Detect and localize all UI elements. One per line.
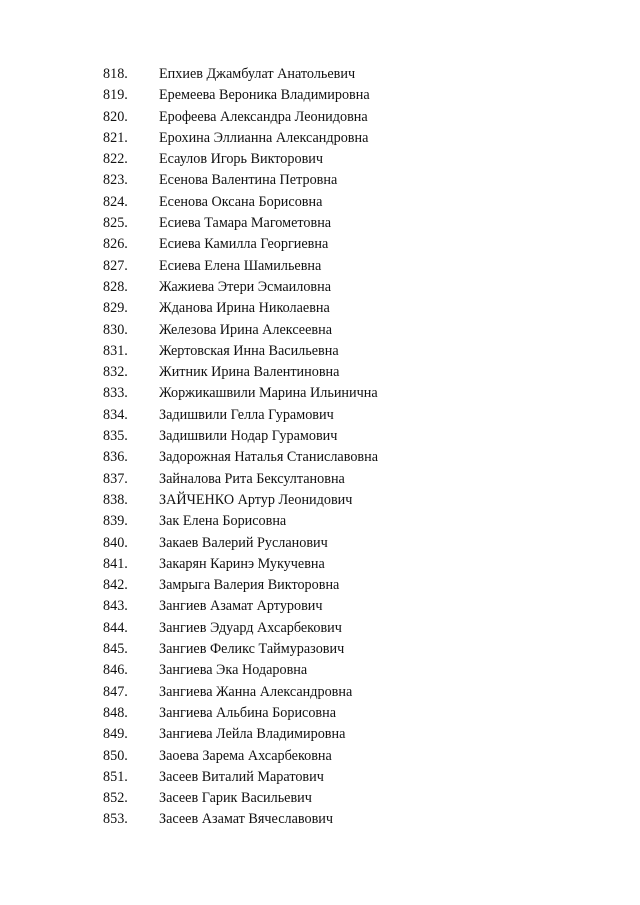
list-item [0, 149, 640, 170]
entry-number: 838. [103, 491, 128, 508]
entry-number: 848. [103, 704, 128, 721]
list-item [0, 426, 640, 447]
entry-name: Засеев Виталий Маратович [159, 768, 324, 785]
list-item [0, 490, 640, 511]
list-item [0, 767, 640, 788]
entry-number: 819. [103, 87, 128, 104]
entry-number: 820. [103, 108, 128, 125]
entry-name: Зак Елена Борисовна [159, 513, 287, 530]
entry-number: 827. [103, 257, 128, 274]
entry-name: Задишвили Нодар Гурамович [159, 428, 338, 445]
list-item [0, 107, 640, 128]
entry-number: 842. [103, 577, 128, 594]
entry-name: Жоржикашвили Марина Ильинична [159, 385, 378, 402]
entry-number: 829. [103, 300, 128, 317]
entry-name: Зангиева Эка Нодаровна [159, 662, 308, 679]
list-item [0, 383, 640, 404]
list-item [0, 213, 640, 234]
entry-number: 834. [103, 406, 128, 423]
entry-number: 837. [103, 470, 128, 487]
list-item [0, 618, 640, 639]
entry-number: 845. [103, 641, 128, 658]
entry-name: Железова Ирина Алексеевна [159, 321, 332, 338]
entry-name: Замрыга Валерия Викторовна [159, 577, 340, 594]
entry-number: 821. [103, 129, 128, 146]
list-item [0, 341, 640, 362]
list-item [0, 277, 640, 298]
entry-number: 853. [103, 811, 128, 828]
entry-number: 846. [103, 662, 128, 679]
entry-name: Закарян Каринэ Мукучевна [159, 555, 325, 572]
entry-name: Житник Ирина Валентиновна [159, 364, 340, 381]
entry-name: Зангиев Азамат Артурович [159, 598, 323, 615]
list-item [0, 192, 640, 213]
entry-name: Епхиев Джамбулат Анатольевич [159, 66, 356, 82]
list-item [0, 809, 640, 830]
entry-name: Еремеева Вероника Владимировна [159, 87, 370, 104]
list-item [0, 298, 640, 319]
entry-name: Жертовская Инна Васильевна [159, 342, 339, 359]
list-item [0, 362, 640, 383]
entry-name: Заоева Зарема Ахсарбековна [159, 747, 332, 764]
entry-name: Есенова Валентина Петровна [159, 172, 338, 189]
entry-name: Есаулов Игорь Викторович [159, 151, 323, 168]
entry-name: Задишвили Гелла Гурамович [159, 406, 334, 423]
entry-name: Зайналова Рита Бексултановна [159, 470, 345, 487]
entry-name: Жажиева Этери Эсмаиловна [159, 278, 331, 295]
list-item [0, 64, 640, 85]
entry-name: Зангиев Эдуард Ахсарбекович [159, 619, 342, 636]
list-item [0, 682, 640, 703]
list-item [0, 405, 640, 426]
entry-number: 836. [103, 449, 128, 466]
list-item [0, 724, 640, 745]
list-item [0, 596, 640, 617]
entry-number: 841. [103, 555, 128, 572]
entry-name: Есиева Тамара Магометовна [159, 215, 332, 232]
entry-name: Есиева Елена Шамильевна [159, 257, 322, 274]
entry-number: 824. [103, 193, 128, 210]
list-item [0, 554, 640, 575]
list-item [0, 234, 640, 255]
list-item [0, 575, 640, 596]
entry-name: Ерохина Эллианна Александровна [159, 129, 369, 146]
entry-number: 833. [103, 385, 128, 402]
list-item [0, 469, 640, 490]
entry-number: 843. [103, 598, 128, 615]
list-item [0, 170, 640, 191]
entry-number: 828. [103, 278, 128, 295]
list-item [0, 128, 640, 149]
entry-name: Закаев Валерий Русланович [159, 534, 328, 551]
entry-number: 850. [103, 747, 128, 764]
entry-name: Есенова Оксана Борисовна [159, 193, 323, 210]
entry-number: 823. [103, 172, 128, 189]
entry-number: 849. [103, 726, 128, 743]
entry-number: 851. [103, 768, 128, 785]
list-item [0, 511, 640, 532]
list-item [0, 533, 640, 554]
list-item [0, 447, 640, 468]
entry-name: Задорожная Наталья Станиславовна [159, 449, 378, 466]
list-item [0, 85, 640, 106]
list-item [0, 703, 640, 724]
list-item [0, 746, 640, 767]
list-item [0, 639, 640, 660]
entry-number: 847. [103, 683, 128, 700]
entry-number: 818. [103, 66, 128, 82]
entry-number: 826. [103, 236, 128, 253]
entry-number: 830. [103, 321, 128, 338]
entry-name: Засеев Азамат Вячеславович [159, 811, 333, 828]
entry-number: 825. [103, 215, 128, 232]
entry-name: ЗАЙЧЕНКО Артур Леонидович [159, 491, 353, 508]
entry-number: 831. [103, 342, 128, 359]
entry-number: 822. [103, 151, 128, 168]
list-item [0, 320, 640, 341]
entry-name: Засеев Гарик Васильевич [159, 790, 312, 807]
entry-number: 852. [103, 790, 128, 807]
list-item [0, 256, 640, 277]
name-list [0, 64, 640, 831]
entry-number: 832. [103, 364, 128, 381]
entry-name: Зангиев Феликс Таймуразович [159, 641, 345, 658]
entry-name: Жданова Ирина Николаевна [159, 300, 330, 317]
list-item [0, 660, 640, 681]
list-item [0, 788, 640, 809]
entry-number: 839. [103, 513, 128, 530]
entry-number: 840. [103, 534, 128, 551]
entry-name: Зангиева Жанна Александровна [159, 683, 353, 700]
entry-name: Зангиева Лейла Владимировна [159, 726, 346, 743]
entry-name: Ерофеева Александра Леонидовна [159, 108, 368, 125]
entry-name: Есиева Камилла Георгиевна [159, 236, 329, 253]
entry-name: Зангиева Альбина Борисовна [159, 704, 337, 721]
entry-number: 835. [103, 428, 128, 445]
entry-number: 844. [103, 619, 128, 636]
